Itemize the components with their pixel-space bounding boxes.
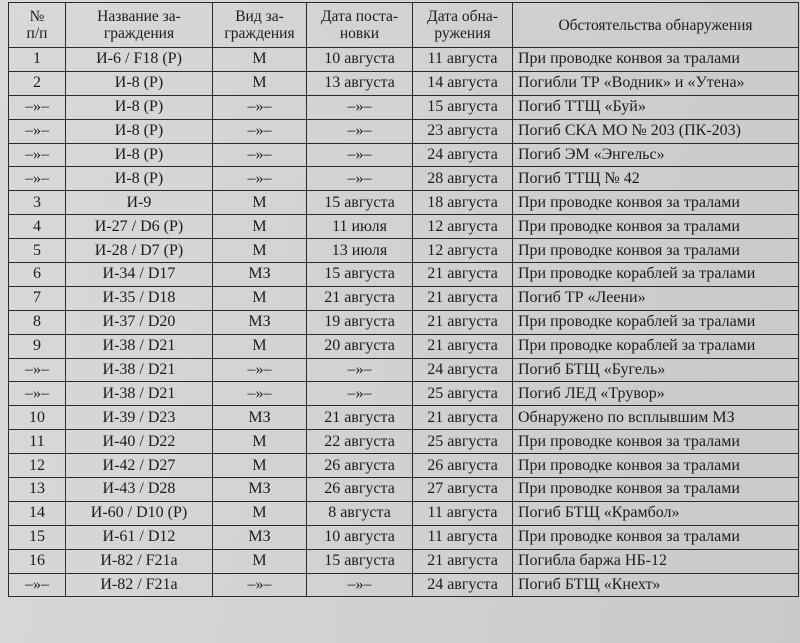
cell-barrier-type: M	[213, 286, 307, 310]
cell-setting-date: 19 августа	[307, 310, 413, 334]
cell-circumstances: При проводке конвоя за тралами	[513, 454, 799, 478]
cell-discovery-date: 21 августа	[413, 310, 513, 334]
table-row	[9, 286, 799, 310]
cell-setting-date: 15 августа	[307, 191, 413, 215]
cell-discovery-date: 11 августа	[413, 525, 513, 549]
cell-barrier-name: И-61 / D12	[66, 525, 213, 549]
cell-barrier-name: И-39 / D23	[66, 406, 213, 430]
cell-barrier-name: И-82 / F21a	[66, 549, 213, 573]
cell-barrier-name: И-8 (P)	[66, 119, 213, 143]
cell-setting-date: 15 августа	[307, 263, 413, 287]
cell-number: 16	[9, 549, 66, 573]
cell-setting-date: 26 августа	[307, 454, 413, 478]
table-row	[9, 430, 799, 454]
table-row	[9, 478, 799, 502]
cell-circumstances: Погиб ЭМ «Энгельс»	[513, 143, 799, 167]
cell-setting-date: –»–	[307, 573, 413, 597]
cell-barrier-type: M	[213, 430, 307, 454]
cell-barrier-type: –»–	[213, 382, 307, 406]
cell-barrier-name: И-35 / D18	[66, 286, 213, 310]
cell-setting-date: 10 августа	[307, 525, 413, 549]
cell-discovery-date: 21 августа	[413, 334, 513, 358]
header-discovery-date: Дата обна- ружения	[413, 3, 513, 48]
cell-circumstances: Погиб СКА МО № 203 (ПК-203)	[513, 119, 799, 143]
table-row	[9, 167, 799, 191]
table-header-row	[9, 3, 799, 48]
cell-number: 15	[9, 525, 66, 549]
cell-circumstances: При проводке кораблей за тралами	[513, 263, 799, 287]
table-row	[9, 310, 799, 334]
cell-discovery-date: 14 августа	[413, 71, 513, 95]
cell-barrier-type: МЗ	[213, 525, 307, 549]
cell-barrier-name: И-38 / D21	[66, 334, 213, 358]
cell-barrier-name: И-60 / D10 (P)	[66, 501, 213, 525]
table-row	[9, 525, 799, 549]
cell-discovery-date: 28 августа	[413, 167, 513, 191]
cell-discovery-date: 24 августа	[413, 358, 513, 382]
cell-number: 7	[9, 286, 66, 310]
cell-barrier-name: И-28 / D7 (P)	[66, 239, 213, 263]
minefields-table	[8, 2, 799, 597]
cell-barrier-name: И-9	[66, 191, 213, 215]
table-row	[9, 263, 799, 287]
cell-number: –»–	[9, 573, 66, 597]
table-row	[9, 334, 799, 358]
cell-circumstances: Погиб ТР «Леени»	[513, 286, 799, 310]
cell-setting-date: –»–	[307, 143, 413, 167]
cell-discovery-date: 25 августа	[413, 382, 513, 406]
cell-circumstances: При проводке кораблей за тралами	[513, 334, 799, 358]
cell-discovery-date: 21 августа	[413, 549, 513, 573]
cell-discovery-date: 25 августа	[413, 430, 513, 454]
cell-number: 6	[9, 263, 66, 287]
cell-barrier-name: И-42 / D27	[66, 454, 213, 478]
cell-discovery-date: 12 августа	[413, 215, 513, 239]
header-barrier-type: Вид за- граждения	[213, 3, 307, 48]
cell-barrier-type: M	[213, 239, 307, 263]
cell-number: –»–	[9, 95, 66, 119]
cell-number: 8	[9, 310, 66, 334]
cell-setting-date: 20 августа	[307, 334, 413, 358]
cell-barrier-name: И-8 (P)	[66, 95, 213, 119]
cell-number: –»–	[9, 358, 66, 382]
table-row	[9, 119, 799, 143]
cell-setting-date: 22 августа	[307, 430, 413, 454]
table-row	[9, 239, 799, 263]
cell-discovery-date: 27 августа	[413, 478, 513, 502]
cell-barrier-name: И-82 / F21a	[66, 573, 213, 597]
header-number: № п/п	[9, 3, 66, 48]
cell-number: –»–	[9, 143, 66, 167]
cell-barrier-name: И-38 / D21	[66, 382, 213, 406]
cell-number: 5	[9, 239, 66, 263]
cell-number: –»–	[9, 167, 66, 191]
cell-circumstances: Погиб БТЩ «Бугель»	[513, 358, 799, 382]
table-row	[9, 549, 799, 573]
cell-barrier-type: –»–	[213, 119, 307, 143]
cell-barrier-type: МЗ	[213, 263, 307, 287]
cell-setting-date: 13 августа	[307, 71, 413, 95]
cell-barrier-type: МЗ	[213, 406, 307, 430]
cell-circumstances: При проводке конвоя за тралами	[513, 478, 799, 502]
table-row	[9, 191, 799, 215]
cell-discovery-date: 26 августа	[413, 454, 513, 478]
cell-number: 3	[9, 191, 66, 215]
cell-discovery-date: 21 августа	[413, 406, 513, 430]
cell-barrier-type: МЗ	[213, 310, 307, 334]
cell-setting-date: –»–	[307, 119, 413, 143]
cell-discovery-date: 24 августа	[413, 143, 513, 167]
cell-barrier-type: M	[213, 454, 307, 478]
cell-setting-date: 21 августа	[307, 406, 413, 430]
cell-setting-date: 26 августа	[307, 478, 413, 502]
table-row	[9, 95, 799, 119]
cell-barrier-name: И-43 / D28	[66, 478, 213, 502]
cell-number: –»–	[9, 119, 66, 143]
cell-circumstances: Погибли ТР «Водник» и «Утена»	[513, 71, 799, 95]
cell-barrier-type: M	[213, 48, 307, 72]
cell-discovery-date: 21 августа	[413, 263, 513, 287]
cell-circumstances: При проводке конвоя за тралами	[513, 215, 799, 239]
cell-setting-date: 10 августа	[307, 48, 413, 72]
header-setting-date: Дата поста- новки	[307, 3, 413, 48]
cell-circumstances: При проводке конвоя за тралами	[513, 48, 799, 72]
cell-discovery-date: 11 августа	[413, 501, 513, 525]
cell-barrier-type: –»–	[213, 358, 307, 382]
table-row	[9, 358, 799, 382]
table-row	[9, 48, 799, 72]
cell-barrier-type: –»–	[213, 573, 307, 597]
cell-circumstances: Обнаружено по всплывшим МЗ	[513, 406, 799, 430]
cell-barrier-type: МЗ	[213, 478, 307, 502]
cell-number: 14	[9, 501, 66, 525]
cell-discovery-date: 18 августа	[413, 191, 513, 215]
cell-circumstances: При проводке конвоя за тралами	[513, 525, 799, 549]
cell-barrier-type: –»–	[213, 95, 307, 119]
cell-circumstances: При проводке конвоя за тралами	[513, 430, 799, 454]
cell-circumstances: Погибла баржа НБ-12	[513, 549, 799, 573]
table-row	[9, 71, 799, 95]
cell-barrier-type: M	[213, 501, 307, 525]
cell-setting-date: 21 августа	[307, 286, 413, 310]
cell-discovery-date: 12 августа	[413, 239, 513, 263]
cell-circumstances: При проводке кораблей за тралами	[513, 310, 799, 334]
cell-circumstances: Погиб ЛЕД «Трувор»	[513, 382, 799, 406]
cell-number: 11	[9, 430, 66, 454]
cell-barrier-name: И-8 (P)	[66, 167, 213, 191]
table-row	[9, 573, 799, 597]
cell-barrier-type: M	[213, 549, 307, 573]
table-row	[9, 215, 799, 239]
cell-barrier-name: И-34 / D17	[66, 263, 213, 287]
cell-circumstances: Погиб ТТЩ № 42	[513, 167, 799, 191]
cell-barrier-name: И-40 / D22	[66, 430, 213, 454]
cell-setting-date: –»–	[307, 358, 413, 382]
cell-barrier-name: И-6 / F18 (P)	[66, 48, 213, 72]
cell-barrier-name: И-37 / D20	[66, 310, 213, 334]
cell-number: 4	[9, 215, 66, 239]
cell-barrier-type: M	[213, 191, 307, 215]
table-body	[9, 48, 799, 597]
cell-setting-date: –»–	[307, 382, 413, 406]
cell-number: 1	[9, 48, 66, 72]
cell-barrier-type: M	[213, 334, 307, 358]
cell-number: 10	[9, 406, 66, 430]
cell-discovery-date: 24 августа	[413, 573, 513, 597]
cell-number: 13	[9, 478, 66, 502]
cell-number: 2	[9, 71, 66, 95]
cell-barrier-name: И-27 / D6 (P)	[66, 215, 213, 239]
cell-circumstances: Погиб БТЩ «Кнехт»	[513, 573, 799, 597]
header-barrier-name: Название за- граждения	[66, 3, 213, 48]
table-row	[9, 501, 799, 525]
cell-discovery-date: 11 августа	[413, 48, 513, 72]
cell-setting-date: 15 августа	[307, 549, 413, 573]
cell-barrier-type: M	[213, 215, 307, 239]
cell-barrier-type: –»–	[213, 143, 307, 167]
table-row	[9, 406, 799, 430]
cell-number: 9	[9, 334, 66, 358]
cell-number: 12	[9, 454, 66, 478]
cell-setting-date: 13 июля	[307, 239, 413, 263]
cell-barrier-type: M	[213, 71, 307, 95]
table-row	[9, 143, 799, 167]
cell-barrier-name: И-8 (P)	[66, 143, 213, 167]
cell-discovery-date: 23 августа	[413, 119, 513, 143]
cell-circumstances: При проводке конвоя за тралами	[513, 239, 799, 263]
table-row	[9, 382, 799, 406]
cell-discovery-date: 15 августа	[413, 95, 513, 119]
cell-barrier-name: И-8 (P)	[66, 71, 213, 95]
cell-circumstances: Погиб ТТЩ «Буй»	[513, 95, 799, 119]
cell-number: –»–	[9, 382, 66, 406]
cell-setting-date: –»–	[307, 167, 413, 191]
cell-setting-date: 8 августа	[307, 501, 413, 525]
cell-setting-date: –»–	[307, 95, 413, 119]
cell-discovery-date: 21 августа	[413, 286, 513, 310]
cell-setting-date: 11 июля	[307, 215, 413, 239]
cell-barrier-type: –»–	[213, 167, 307, 191]
header-circumstances: Обстоятельства обнаружения	[513, 3, 799, 48]
cell-circumstances: Погиб БТЩ «Крамбол»	[513, 501, 799, 525]
table-row	[9, 454, 799, 478]
cell-circumstances: При проводке конвоя за тралами	[513, 191, 799, 215]
cell-barrier-name: И-38 / D21	[66, 358, 213, 382]
